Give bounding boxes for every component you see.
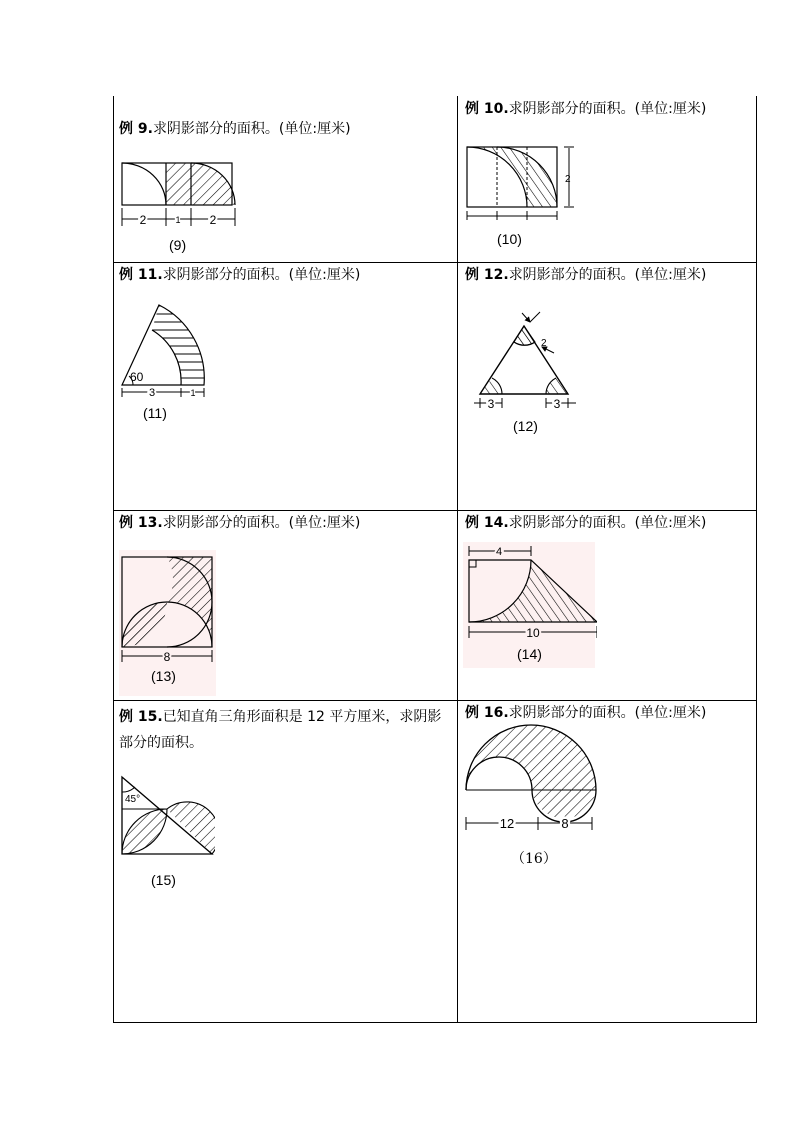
figure-caption: (12) xyxy=(513,418,538,434)
figure-caption: (11) xyxy=(143,405,167,421)
dim-label: 60 xyxy=(130,370,144,384)
figure-caption: (15) xyxy=(151,872,176,888)
problem-15-cell xyxy=(113,700,457,1022)
problem-13-cell xyxy=(113,510,457,700)
table-right-border xyxy=(756,96,757,1023)
dim-label: 2 xyxy=(565,174,571,185)
problem-9-cell xyxy=(113,96,457,262)
dim-label: 3 xyxy=(148,387,156,399)
table-bottom-border xyxy=(113,1022,757,1023)
problem-10-cell xyxy=(457,96,756,262)
dim-label: 2 xyxy=(139,213,147,227)
figure-10 xyxy=(464,144,582,224)
figure-16 xyxy=(463,720,603,840)
dim-label: 1 xyxy=(175,215,181,225)
figure-caption: (13) xyxy=(151,668,176,684)
problem-13-title: 例 13.求阴影部分的面积。(单位:厘米) xyxy=(119,515,361,531)
dim-label: 2 xyxy=(209,213,217,227)
dim-label: 1 xyxy=(190,388,196,398)
problem-16-cell xyxy=(457,700,756,1022)
figure-caption: (9) xyxy=(169,237,187,253)
figure-13 xyxy=(119,552,219,670)
dim-label: 8 xyxy=(163,650,171,664)
dim-label: 10 xyxy=(526,626,540,640)
problem-15-title: 例 15.已知直角三角形面积是 12 平方厘米，求阴影部分的面积。 xyxy=(119,709,442,751)
dim-label: 8 xyxy=(561,816,569,831)
figure-15 xyxy=(119,774,215,862)
dim-label: 3 xyxy=(553,397,561,411)
dim-label: 12 xyxy=(499,816,515,831)
figure-12 xyxy=(462,306,590,422)
problem-9-title: 例 9.求阴影部分的面积。(单位:厘米) xyxy=(119,121,351,137)
problem-16-title: 例 16.求阴影部分的面积。(单位:厘米) xyxy=(465,705,707,721)
problem-sheet xyxy=(113,96,757,1023)
problem-12-title: 例 12.求阴影部分的面积。(单位:厘米) xyxy=(465,267,707,283)
figure-caption: (14) xyxy=(517,646,542,662)
figure-11 xyxy=(119,302,223,402)
problem-11-title: 例 11.求阴影部分的面积。(单位:厘米) xyxy=(119,267,361,283)
figure-caption: （16） xyxy=(511,851,557,867)
problem-14-cell xyxy=(457,510,756,700)
figure-9 xyxy=(119,160,239,232)
dim-label: 3 xyxy=(487,397,495,411)
dim-label: 4 xyxy=(495,546,503,558)
figure-caption: (10) xyxy=(497,231,522,247)
problem-12-cell xyxy=(457,262,756,510)
problem-14-title: 例 14.求阴影部分的面积。(单位:厘米) xyxy=(465,515,707,531)
problem-11-cell xyxy=(113,262,457,510)
dim-label: 2 xyxy=(541,338,547,349)
figure-14 xyxy=(463,544,597,644)
problem-10-title: 例 10.求阴影部分的面积。(单位:厘米) xyxy=(465,101,707,117)
dim-label: 45° xyxy=(125,794,141,805)
